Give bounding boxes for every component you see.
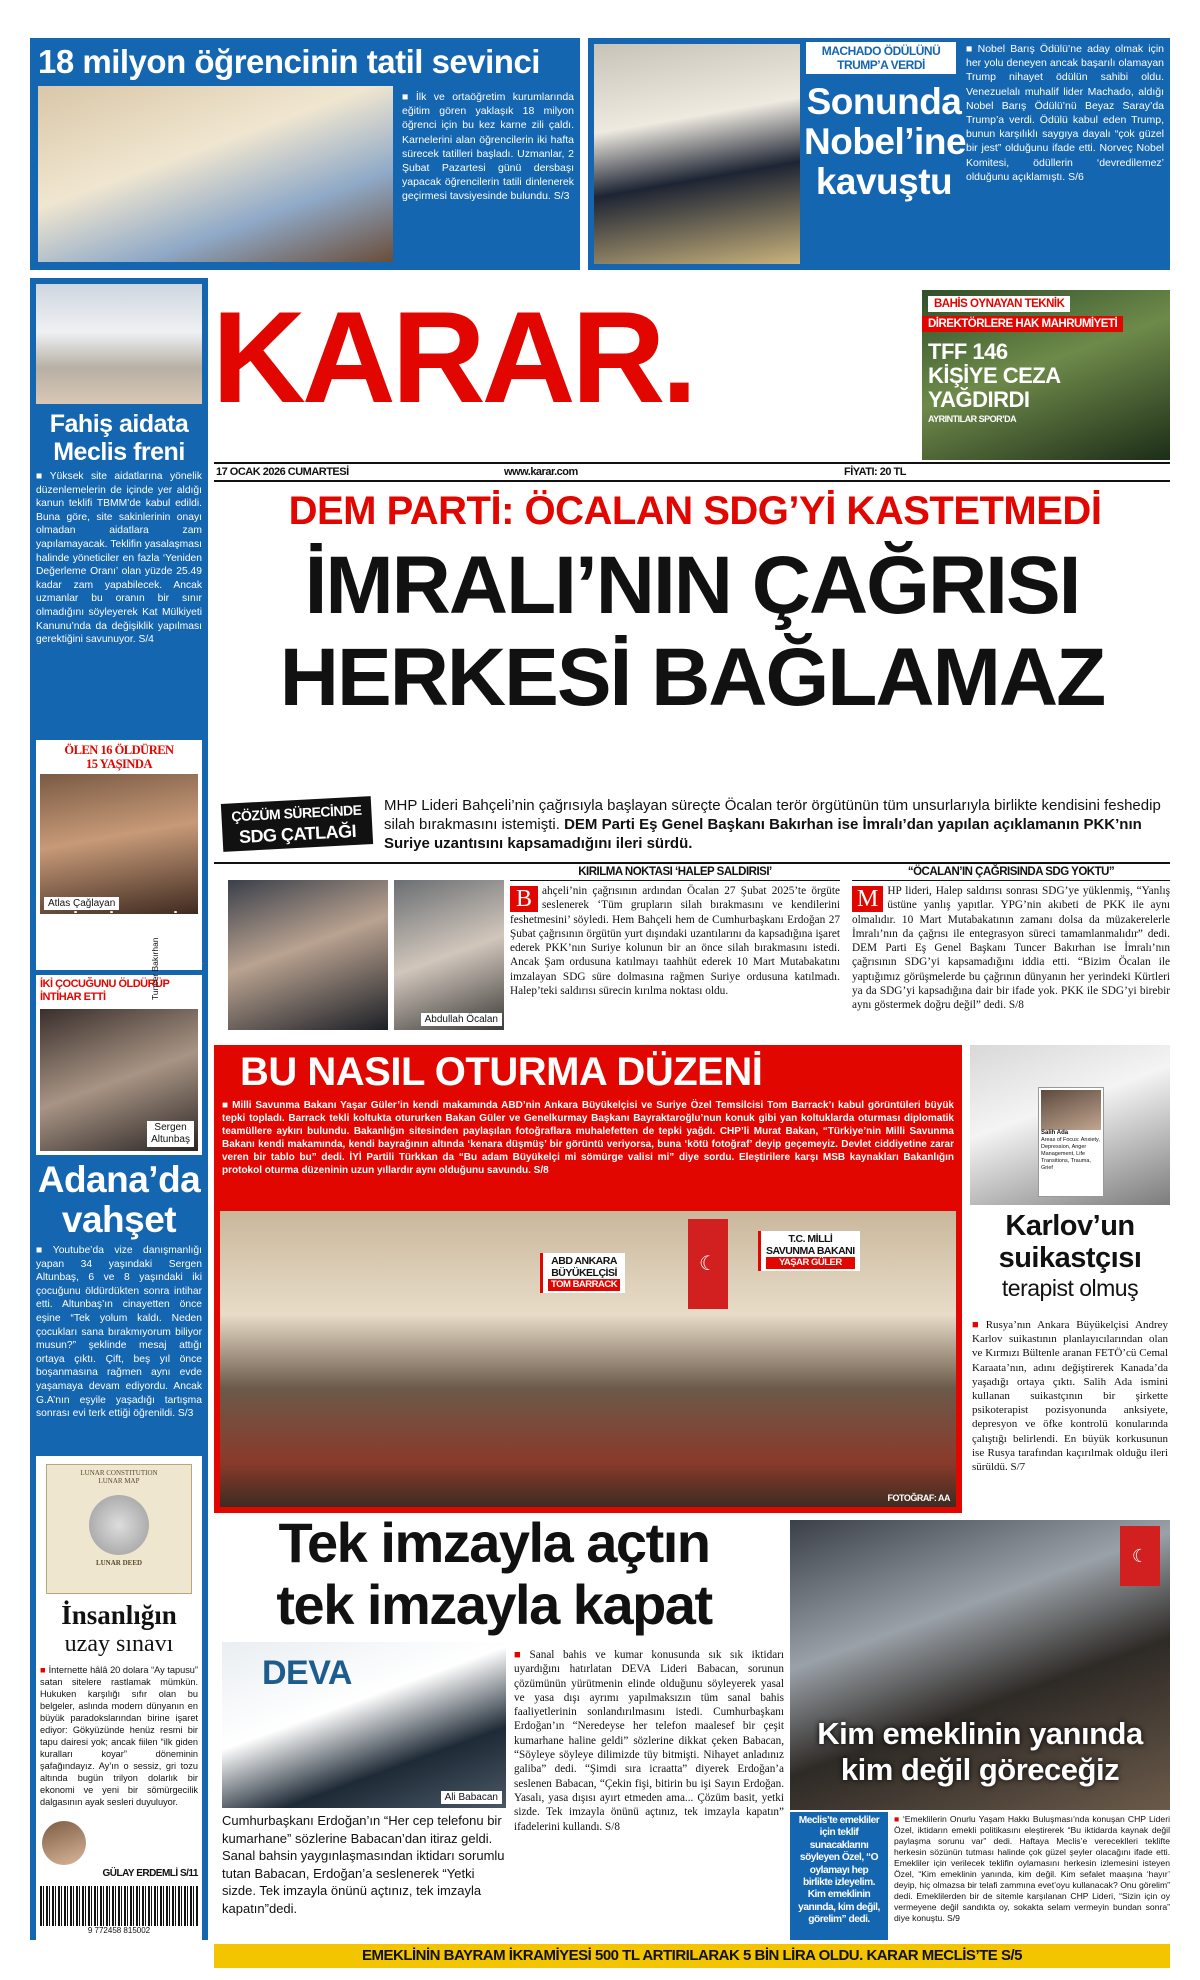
ocalan-caption: Abdullah Öcalan [421, 1013, 502, 1026]
bullet-icon: ■ [40, 1665, 46, 1675]
dropcap-b: B [510, 886, 538, 912]
turkish-flag-icon: ☾ [688, 1219, 728, 1309]
atlas-caption: Atlas Çağlayan [44, 897, 119, 910]
bullet-icon: ■ [402, 91, 413, 103]
babacan-caption: Ali Babacan [441, 1791, 502, 1804]
bullet-icon: ■ [966, 43, 975, 55]
tff-headline: TFF 146 KİŞİYE CEZA YAĞDIRDI [928, 339, 1061, 412]
ocalan-photo [394, 880, 504, 1030]
meeting-photo [220, 1211, 956, 1507]
emekli-text: ■ ‘Emeklilerin Onurlu Yaşam Hakkı Buluşması’nda konuşan CHP Lideri Özel, iktidarın emekli politikasını eleştirerek “Bu iktidarda kaynak değil paylaşma sorunu var” dedi. Haftaya Meclis’e vereceklleri teklifte herkesin sözünün tutması halinde çok güzel şeyler olacağını ifade etti. Emekliler için verilecek teklifin oylamasını herkesin izlemesini isteyen Özel, “Kim emeklinin yanında, kim değil. Kim sefalet maaşına ‘hayır’ deyip, hiç olmazsa bir telafi zammına evet’oyu kullanacak? Onu görelim” dedi. Emeklilerden bir de sitemle karşılanan CHP Lideri, “Sizin için oy vermeyene değil sandıkta oy, sokakta selam vermeyin bundan sonra” diye konuştu. S/9 [894, 1814, 1170, 1923]
uzay-text: ■ İnternette hâlâ 20 dolara “Ay tapusu” satan sitelere rastlamak mümkün. Hukuken karşılığı sıfır olan bu belgeler, aslında modern dünyanın en büyük paradokslarından birine işaret ediyor: Gökyüzünde henüz resmi bir tapu dairesi yok; ancak fiilen “ilk giden kuralları koyar” döneminin şafağındayız. Ay’ın o sessiz, gri tozu altında bugün trilyon dolarlık bir ekonomi ve yeni bir sömürgecilik dalgasının ayak sesleri duyuluyor. [40, 1665, 198, 1807]
bullet-icon: ■ [894, 1814, 900, 1824]
karlov-photo [970, 1045, 1170, 1205]
profile-photo [1041, 1090, 1101, 1130]
footer-bar [214, 1944, 1170, 1968]
barcode-number: 9 772458 815002 [40, 1926, 198, 1935]
uzay-author: GÜLAY ERDEMLİ S/11 [102, 1868, 198, 1879]
profile-card: Salih Ada Areas of Focus: Anxiety, Depression, Anger Management, Life Transitions, Trauma, Grief [1038, 1087, 1104, 1197]
col1-text: B ahçeli’nin çağrısının ardından Öcalan 27 Şubat 2025’te örgüte seslenerek ‘Tüm grupların silah bırakmasını ve kendilerini feshetmesini’ söyledi. Hem Bahçeli hem de Cumhurbaşkanı Erdoğan 27 Şubat çağrısının örgütün yurt dışındaki uzantılarını da kapsadığına işaret ederek PKK’nın Suriye kolunun bir an önce silah bırakmasını istedi. Ancak Şam ordusuna katılmayı taahhüt ederek 10 Mart Mutabakatını imzalayan SDG süre dolmasına rağmen Suriye ordusuna katılmadı. Halep’teki saldırısı sürecin kırılma noktası oldu. [510, 885, 840, 998]
adana-kicker: İKİ ÇOCUĞUNU ÖLDÜRÜP İNTİHAR ETTİ [40, 978, 170, 1003]
minguzzi-headline: BİR MİNGUZZİ CİNAYETİ DAHA [52, 911, 186, 953]
adana-box [36, 975, 202, 1155]
website: www.karar.com [504, 466, 578, 478]
tff-ref: AYRINTILAR SPOR’DA [928, 414, 1017, 424]
col2-text: M HP lideri, Halep saldırısı sonrası SDG’ye yüklenmiş, “Yanlış üstüne yanlış yapıtlar. YPG’nin akıbeti de PKK ile aynı olmalıdır. 10 Mart Mutabakatının zamanı dolsa da müzakerelerle İmralı’nın da çağrısı ile entegrasyon süreci tamamlanmalıdır” dedi. DEM Parti Eş Genel Başkanı Tuncer Bakırhan ise İmralı’nın çağrısının SDG’yi kapsamadığını iddia etti. “Bizim Öcalan ile yaptığımız görüşmelerde bu çağrının dünyanın her yerindeki Kürtleri ya da SDG’yi kapsadığına dair bir ifade yok. PKK ile SDG’yi birebir aynı göstermek doğru değil” dedi. S/8 [852, 885, 1170, 1012]
students-box [30, 38, 580, 270]
minguzzi-ref: AYRINTILAR S/3’TE [126, 956, 202, 966]
price: FİYATI: 20 TL [844, 466, 906, 478]
photo-credit: FOTOĞRAF: AA [887, 1493, 950, 1503]
adana-text: ■ Youtube’da vize danışmanlığı yapan 34 yaşındaki Sergen Altunbaş, 6 ve 8 yaşındaki iki çocuğunu öldürdükten sonra intihar etti. Altunbaş’ın cinayetten önce eşine “Tek yolum kaldı. Neden çocukları sana bırakmıyorum biliyor musun?” şeklinde mesaj attığı ortaya çıktı. Çift, beş yıl önce boşanmasına rağmen aynı evde yaşamaya devam ediyordu. Ancak G.A’nın eşyile yaşadığı tartışma sonrası evi terk ettiği öğrenildi. S/3 [36, 1245, 202, 1420]
nobel-kicker: MACHADO ÖDÜLÜNÜ TRUMP’A VERDİ [806, 42, 956, 74]
tff-box [922, 290, 1170, 460]
nobel-text: ■ Nobel Barış Ödülü’ne aday olmak için her yolu deneyen ancak başarılı olamayan Trump nihayet ödülün sahibi oldu. Venezuelalı muhalif lider Machado, aldığı Nobel Barış Ödülü’nü Beyaz Saray’da Trump’a verdi. Ödülü kabul eden Trump, bunun karşılıklı saygıya dayalı “çok güzel bir jest” olduğunu ifade etti. Norveç Nobel Komitesi, ödüllerin ‘devredilemez’ olduğunu açıklamıştı. S/6 [966, 43, 1165, 183]
sergen-caption: Sergen Altunbaş [147, 1121, 194, 1147]
babacan-lead: Cumhurbaşkanı Erdoğan’ın “Her cep telefonu bir kumarhane” sözlerine Babacan’dan itiraz geldi. Sanal bahsin yaygınlaşmasından iktidarı sorumlu tutan Babacan, Erdoğan’a seslenerek “Yetki sizde. Tek imzayla önünü açtınız, tek imzayla kapatın”dedi. [222, 1813, 505, 1916]
dem-kicker: DEM PARTİ: ÖCALAN SDG’Yİ KASTETMEDİ [288, 489, 1102, 533]
bakirhan-credit: Tuncer Bakırhan [150, 937, 160, 1000]
rule-line [214, 862, 1170, 864]
col1-kicker: KIRILMA NOKTASI ‘HALEP SALDIRISI’ [510, 866, 840, 881]
nobel-headline: Sonunda Nobel’ine kavuştu [804, 81, 967, 202]
bullet-icon: ■ [36, 1245, 50, 1256]
bullet-icon: ■ [36, 471, 47, 482]
issue-date: 17 OCAK 2026 CUMARTESİ [216, 466, 349, 478]
students-headline: 18 milyon öğrencinin tatil sevinci [38, 43, 540, 80]
tff-kicker-2: DİREKTÖRLERE HAK MAHRUMİYETİ [922, 316, 1123, 332]
aidat-text: ■ Yüksek site aidatlarına yönelik düzenlemelerin de içinde yer aldığı kanun teklifi TBMM’de kabul edildi. Buna göre, site sakinlerinin onayı olmadan aidatlara zam yapılamayacak. Teklifin yasalaşması halinde yöneticiler en fazla ‘Yeniden Değerleme Oranı’ olan yüzde 25.49 kadar zam yapabilecek. Ancak uzmanlar bu oranın bir sınır olmadığını söyleyerek Kat Mülkiyeti Kanunu’nda da değişiklik yapılması gerektiğini savunuyor. S/4 [36, 471, 202, 646]
adana-headline: Adana’da vahşet [37, 1159, 201, 1240]
nobel-box [588, 38, 1170, 270]
uzay-box [36, 1456, 202, 1940]
bullet-icon: ■ [972, 1319, 983, 1331]
karar-logo: KARAR. [212, 284, 694, 430]
bakirhan-photo [228, 880, 388, 1030]
karlov-headline: Karlov’un suikastçısı terapist olmuş [998, 1210, 1142, 1301]
emekli-photo [790, 1520, 1170, 1810]
karlov-text: ■ Rusya’nın Ankara Büyükelçisi Andrey Karlov suikastının planlayıcılarından olan ve Kırmızı Bültenle aranan FETÖ’cü Cemal Karaata’nın, adını değiştirerek Kanada’da yaşadığı ortaya çıktı. Salih Ada ismini kullanan suikastçının bir şirkette psikoterapist pozisyonunda anksiyete, depresyon ve öfke kontrolü konularında çalıştığı belirlendi. En büyük korkusunun ise Rusya tarafından kaçırılmak olduğu ileri sürüldü. S/7 [972, 1319, 1168, 1474]
barcode [40, 1886, 198, 1926]
oturma-headline: BU NASIL OTURMA DÜZENİ [240, 1050, 763, 1094]
sdg-tag: ÇÖZÜM SÜRECİNDE SDG ÇATLAĞI [221, 796, 373, 852]
lunar-deed-image: LUNAR CONSTITUTION LUNAR MAP LUNAR DEED [46, 1464, 192, 1594]
tff-kicker: BAHİS OYNAYAN TEKNİK [928, 296, 1070, 312]
author-avatar [42, 1821, 86, 1865]
oturma-text: ■ Milli Savunma Bakanı Yaşar Güler’in kendi makamında ABD’nin Ankara Büyükelçisi ve Suriye Özel Temsilcisi Tom Barrack’ı kabul görüntüleri büyük tepki topladı. Barrack tekli koltukta otururken Bakan Güler ve Genelkurmay Başkanı Bayraktaroğlu’nun konuk gibi yan koltuklarda oturması diplomatik teamüllere aykırı bulundu. Bakanlığın sitesinden paylaşılan fotoğraflara muhalefetten de tepki yağdı. CHP’li Murat Bakan, “Türkiye’nin Milli Savunma Bakanı kendi makamında, kendi bayrağının altında ‘kenara düşmüş’ bir görüntü veriyorsa, buna ‘kötü fotoğraf’ deyip geçemeyiz. Devlet ciddiyetine zarar veren bir tablo bu” dedi. İYİ Partili Türkkan da “Bu adam Büyükelçi mi sömürge valisi mi” diye sordu. Eleştirilere karşı MSB kaynakları Bakanlığın protokol oturma düzeninin uzun yıllardır aynı olduğunu savundu. S/8 [222, 1100, 954, 1176]
left-sidebar [30, 278, 208, 1940]
label-guler: T.C. MİLLİ SAVUNMA BAKANI YAŞAR GÜLER [758, 1231, 860, 1271]
babacan-photo [222, 1642, 506, 1808]
dem-lead: MHP Lideri Bahçeli’nin çağrısıyla başlayan süreçte Öcalan terör örgütünün tüm unsurlarıyla birlikte kendisini feshedip silah bırakmasını istemişti. DEM Parti Eş Genel Başkanı Bakırhan ise İmralı’dan yapılan açıklamanın PKK’nın Suriye uzantısını kapsamadığını ileri sürdü. [384, 797, 1161, 852]
bullet-icon: ■ [222, 1100, 230, 1111]
minguzzi-kicker: ÖLEN 16 ÖLDÜREN 15 YAŞINDA [64, 743, 174, 771]
oturma-box [214, 1045, 962, 1513]
aidat-headline: Fahiş aidata Meclis freni [49, 410, 189, 466]
apartments-photo [36, 284, 202, 404]
label-barrack: ABD ANKARA BÜYÜKELÇİSİ TOM BARRACK [540, 1253, 625, 1293]
students-photo [38, 86, 393, 262]
bullet-icon: ■ [514, 1649, 527, 1661]
trump-machado-photo [594, 44, 800, 264]
deva-logo: DEVA [262, 1654, 352, 1692]
turkish-flag-icon-2: ☾ [1120, 1526, 1160, 1586]
dropcap-m: M [852, 886, 883, 912]
col2-kicker: “ÖCALAN’IN ÇAĞRISINDA SDG YOKTU” [852, 866, 1170, 881]
emekli-headline: Kim emeklinin yanında kim değil göreceğiz [817, 1716, 1143, 1787]
babacan-text: ■ Sanal bahis ve kumar konusunda sık sık iktidarı uyardığını hatırlatan DEVA Lideri Babacan, sorunun çözümünün yürütmenin elinde olduğunu söyleyerek yasal ve yasa dışı ayrımı yapılmaksızın tüm sanal bahis faaliyetlerinin sonlandırılmasını istedi. Cumhurbaşkanı Erdoğan’ın “Neredeyse her telefon maalesef bir çeşit kumarhane haline geldi” sözlerine dikkat çeken Babacan, “Söyleye söyleye dilimizde tüy bitmişti. Nihayet anladınız galiba” dedi. “Şimdi sıra icraatta” diyerek Erdoğan’a seslenen Babacan, “Çekin fişi, bitirin bu işi Sayın Erdoğan. Yasalı, yasa dışısı ayırt etmeden ama... Çözüm basit, yetki sizde. Tek imzayla önünü açtınız, tek imzayla kapatın” ifadelerini kullandı. S/8 [514, 1649, 784, 1833]
atlas-photo [40, 774, 198, 914]
babacan-headline: Tek imzayla açtın tek imzayla kapat [276, 1511, 712, 1636]
family-photo [40, 1009, 198, 1151]
imrali-headline: İMRALI’NIN ÇAĞRISI HERKESİ BAĞLAMAZ [279, 540, 1105, 723]
emekli-box: Meclis’te emekliler için teklif sunacaklarını söyleyen Özel, “O oylamayı hep birlikte izleyelim. Kim emeklinin yanında, kim değil, görelim” dedi. [790, 1812, 888, 1940]
students-text: ■ İlk ve ortaöğretim kurumlarında eğitim gören yaklaşık 18 milyon öğrenci için bu kez karne zili çaldı. Karnelerini alan öğrencilerin iki hafta sürecek tatilleri başladı. Uzmanlar, 2 Şubat Pazartesi günü dersbaşı yapacak öğrencilerin tatili dinlenerek geçirmesi tavsiyesinde bulundu. S/3 [402, 91, 574, 203]
moon-icon [89, 1495, 149, 1555]
footer-text: EMEKLİNİN BAYRAM İKRAMİYESİ 500 TL ARTIRILARAK 5 BİN LİRA OLDU. KARAR MECLİS’TE S/5 [362, 1947, 1022, 1964]
masthead-bar [214, 462, 1170, 482]
uzay-headline: İnsanlığın uzay sınavı [61, 1600, 177, 1657]
